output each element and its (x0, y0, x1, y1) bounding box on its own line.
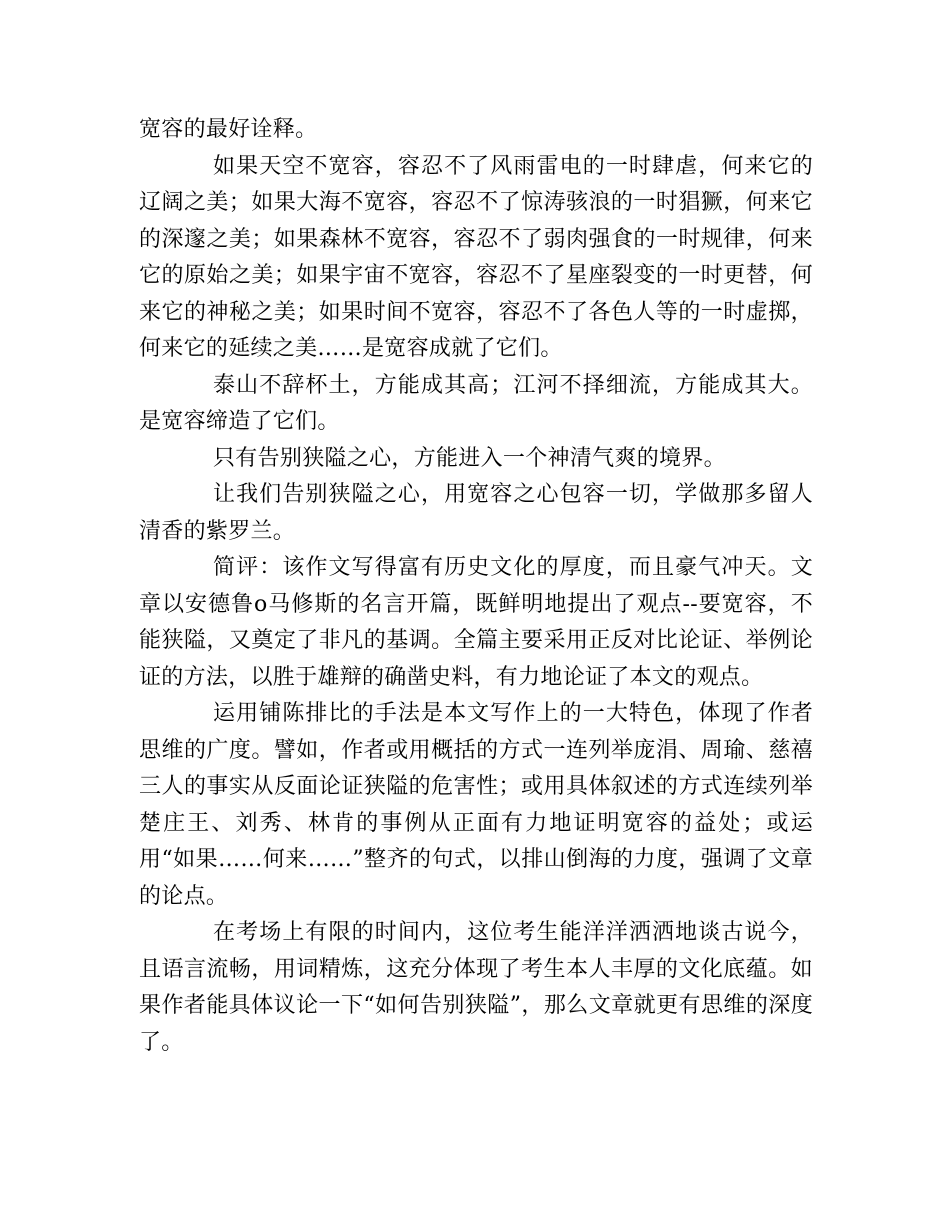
paragraph-exam-conclusion: 在考场上有限的时间内，这位考生能洋洋洒洒地谈古说今，且语言流畅，用词精炼，这充分体现了考生本人丰厚的文化底蕴。如果作者能具体议论一下“如何告别狭隘”，那么文章就更有思维的深度了。 (139, 920, 813, 1055)
paragraph-continuation: 宽容的最好诠释。 (139, 117, 318, 142)
paragraph-taishan: 泰山不辞杯土，方能成其高；江河不择细流，方能成其大。是宽容缔造了它们。 (139, 372, 813, 434)
paragraph-brief-comment: 简评：该作文写得富有历史文化的厚度，而且豪气冲天。文章以安德鲁ο马修斯的名言开篇，既鲜明地提出了观点--要宽容，不能狭隘，又奠定了非凡的基调。全篇主要采用正反对比论证、举例论证的方法，以胜于雄辩的确凿史料，有力地论证了本文的观点。 (139, 555, 813, 690)
paragraph-farewell-narrowness: 只有告别狭隘之心，方能进入一个神清气爽的境界。 (213, 445, 726, 471)
paragraph-parallelism: 运用铺陈排比的手法是本文写作上的一大特色，体现了作者思维的广度。譬如，作者或用概括的方式一连列举庞涓、周瑜、慈禧三人的事实从反面论证狭隘的危害性；或用具体叙述的方式连续列举楚庄王、刘秀、林肯的事例从正面有力地证明宽容的益处；或运用“如果……何来……”整齐的句式，以排山倒海的力度，强调了文章的论点。 (139, 701, 813, 909)
paragraph-if-sky-not-tolerant: 如果天空不宽容，容忍不了风雨雷电的一时肆虐，何来它的辽阔之美；如果大海不宽容，容忍不了惊涛骇浪的一时猖獗，何来它的深邃之美；如果森林不宽容，容忍不了弱肉强食的一时规律，何来它的原始之美；如果宇宙不宽容，容忍不了星座裂变的一时更替，何来它的神秘之美；如果时间不宽容，容忍不了各色人等的一时虚掷，何来它的延续之美……是宽容成就了它们。 (139, 153, 813, 361)
paragraph-violet: 让我们告别狭隘之心，用宽容之心包容一切，学做那多留人清香的紫罗兰。 (139, 482, 813, 544)
document-body (139, 112, 813, 1061)
